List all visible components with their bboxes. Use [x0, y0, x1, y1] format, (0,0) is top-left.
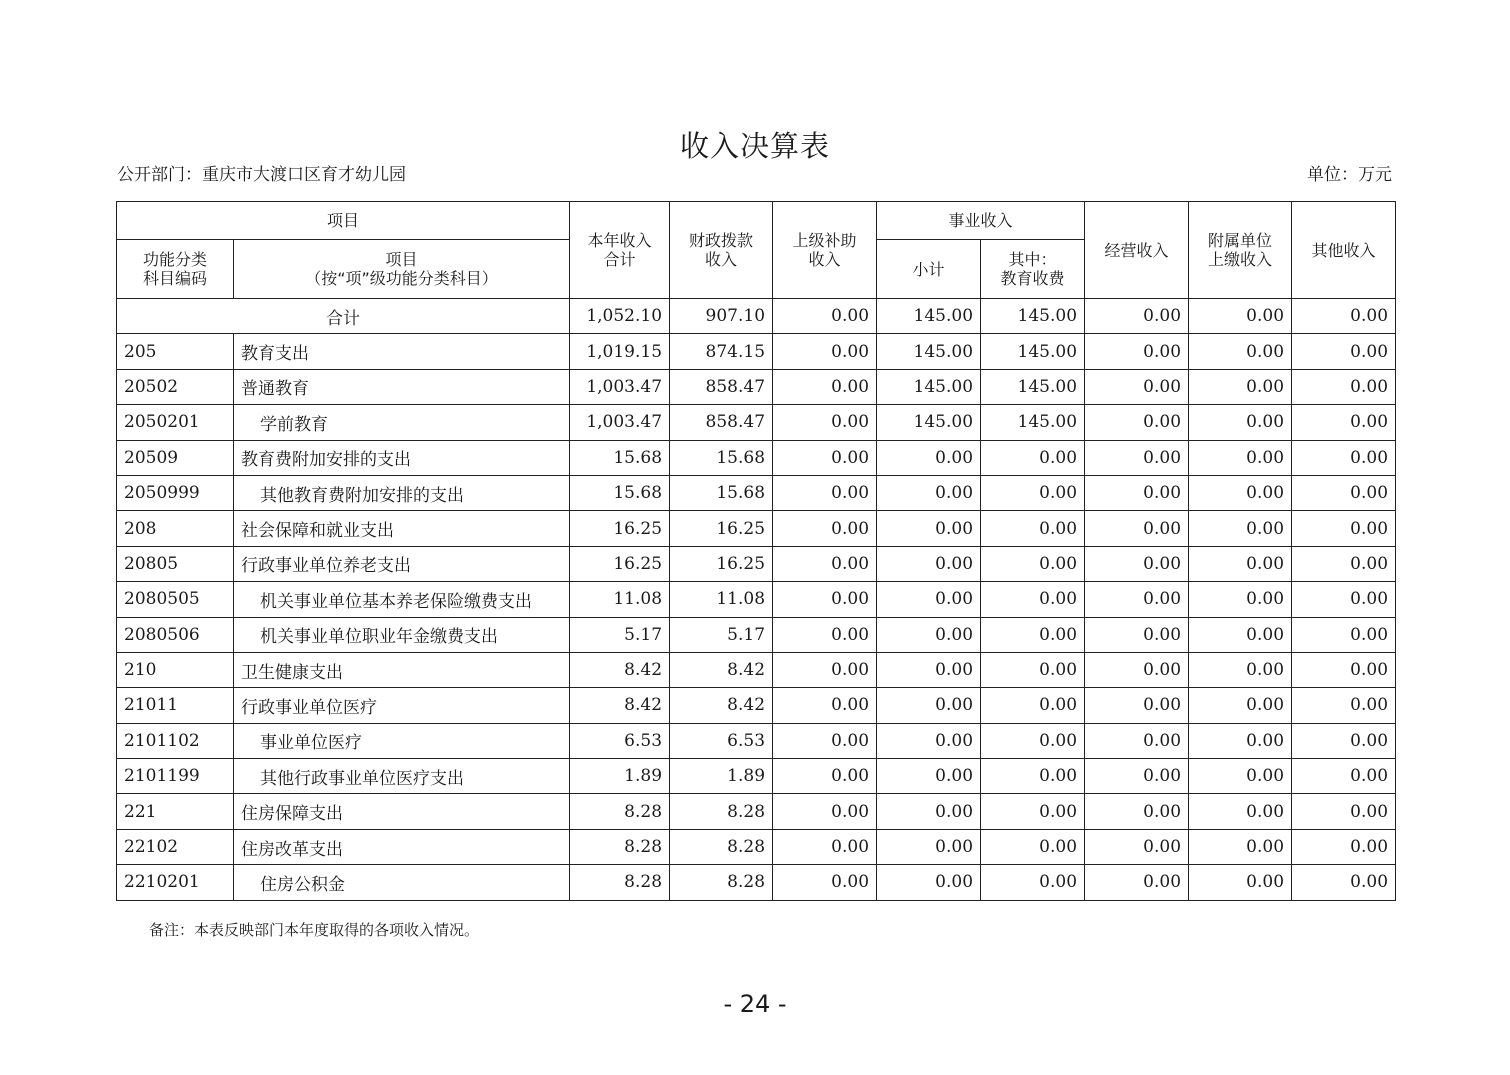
row-value: 0.00 [981, 546, 1085, 581]
row-value: 5.17 [570, 617, 670, 652]
row-name: 普通教育 [234, 369, 570, 404]
header-career-group: 事业收入 [877, 202, 1085, 240]
row-value: 0.00 [773, 794, 877, 829]
row-code: 221 [117, 794, 234, 829]
table-body [117, 299, 1396, 901]
row-value: 0.00 [773, 405, 877, 440]
row-value: 0.00 [877, 829, 981, 864]
header-row-1 [117, 202, 1396, 240]
row-code: 20509 [117, 440, 234, 475]
total-cell: 1,052.10 [570, 299, 670, 334]
row-value: 0.00 [877, 475, 981, 510]
row-value: 0.00 [1085, 829, 1189, 864]
total-label: 合计 [117, 299, 570, 334]
row-value: 0.00 [773, 475, 877, 510]
row-value: 0.00 [773, 688, 877, 723]
row-name: 教育费附加安排的支出 [234, 440, 570, 475]
row-value: 145.00 [981, 369, 1085, 404]
row-name: 其他教育费附加安排的支出 [234, 475, 570, 510]
table-row [117, 794, 1396, 829]
table-row [117, 546, 1396, 581]
row-value: 0.00 [981, 829, 1085, 864]
row-value: 11.08 [670, 582, 773, 617]
row-value: 145.00 [981, 405, 1085, 440]
row-value: 0.00 [1085, 511, 1189, 546]
row-value: 0.00 [773, 511, 877, 546]
total-cell: 0.00 [1292, 299, 1396, 334]
row-value: 5.17 [670, 617, 773, 652]
row-value: 0.00 [1085, 405, 1189, 440]
row-value: 0.00 [1189, 546, 1292, 581]
row-value: 0.00 [1292, 334, 1396, 369]
row-value: 0.00 [1189, 334, 1292, 369]
total-cell: 145.00 [877, 299, 981, 334]
row-value: 8.42 [570, 652, 670, 687]
row-value: 0.00 [1189, 582, 1292, 617]
row-name: 其他行政事业单位医疗支出 [234, 759, 570, 794]
row-value: 8.28 [670, 865, 773, 900]
row-value: 0.00 [1189, 405, 1292, 440]
row-value: 1,003.47 [570, 369, 670, 404]
row-name: 教育支出 [234, 334, 570, 369]
row-value: 0.00 [1085, 865, 1189, 900]
row-value: 0.00 [1292, 546, 1396, 581]
row-value: 0.00 [1085, 440, 1189, 475]
row-name: 事业单位医疗 [234, 723, 570, 758]
row-name: 社会保障和就业支出 [234, 511, 570, 546]
row-value: 0.00 [1292, 405, 1396, 440]
row-name: 住房改革支出 [234, 829, 570, 864]
row-value: 0.00 [773, 369, 877, 404]
row-value: 1,003.47 [570, 405, 670, 440]
row-value: 0.00 [773, 759, 877, 794]
row-value: 0.00 [1292, 440, 1396, 475]
page-number: - 24 - [723, 990, 787, 1018]
row-value: 145.00 [981, 334, 1085, 369]
row-value: 0.00 [1292, 723, 1396, 758]
row-value: 874.15 [670, 334, 773, 369]
row-value: 0.00 [1292, 582, 1396, 617]
row-value: 0.00 [1085, 688, 1189, 723]
table-row [117, 865, 1396, 900]
row-value: 858.47 [670, 369, 773, 404]
row-value: 8.42 [570, 688, 670, 723]
row-code: 2101199 [117, 759, 234, 794]
header-other-income: 其他收入 [1292, 202, 1396, 299]
row-value: 0.00 [1085, 369, 1189, 404]
row-value: 145.00 [877, 405, 981, 440]
header-affiliated-income: 附属单位 上缴收入 [1189, 202, 1292, 299]
row-value: 0.00 [877, 582, 981, 617]
row-value: 0.00 [1085, 582, 1189, 617]
row-value: 0.00 [877, 440, 981, 475]
header-business-income: 经营收入 [1085, 202, 1189, 299]
row-code: 2210201 [117, 865, 234, 900]
table-row [117, 440, 1396, 475]
table-row [117, 511, 1396, 546]
row-value: 0.00 [1189, 865, 1292, 900]
row-value: 0.00 [981, 688, 1085, 723]
row-value: 145.00 [877, 369, 981, 404]
row-value: 15.68 [570, 475, 670, 510]
row-value: 0.00 [981, 582, 1085, 617]
row-name: 行政事业单位医疗 [234, 688, 570, 723]
header-name: 项目 （按“项”级功能分类科目） [234, 240, 570, 299]
row-code: 2080505 [117, 582, 234, 617]
row-value: 0.00 [773, 617, 877, 652]
row-value: 1,019.15 [570, 334, 670, 369]
table-note: 备注：本表反映部门本年度取得的各项收入情况。 [149, 921, 480, 939]
row-value: 0.00 [877, 511, 981, 546]
row-value: 0.00 [1292, 688, 1396, 723]
row-value: 16.25 [670, 546, 773, 581]
table-row [117, 759, 1396, 794]
row-value: 0.00 [773, 829, 877, 864]
row-value: 0.00 [773, 652, 877, 687]
page-title: 收入决算表 [679, 129, 830, 163]
table-row [117, 334, 1396, 369]
row-code: 2050999 [117, 475, 234, 510]
row-value: 6.53 [670, 723, 773, 758]
row-value: 0.00 [1189, 652, 1292, 687]
row-value: 0.00 [1292, 829, 1396, 864]
row-name: 机关事业单位职业年金缴费支出 [234, 617, 570, 652]
row-value: 0.00 [773, 865, 877, 900]
row-value: 0.00 [1189, 829, 1292, 864]
row-value: 0.00 [877, 617, 981, 652]
row-name: 卫生健康支出 [234, 652, 570, 687]
row-value: 0.00 [981, 865, 1085, 900]
table-row [117, 369, 1396, 404]
row-value: 0.00 [877, 865, 981, 900]
row-value: 16.25 [570, 546, 670, 581]
row-value: 0.00 [1085, 617, 1189, 652]
total-cell: 0.00 [773, 299, 877, 334]
header-item-group: 项目 [117, 202, 570, 240]
row-value: 0.00 [773, 582, 877, 617]
total-cell: 907.10 [670, 299, 773, 334]
row-value: 0.00 [877, 652, 981, 687]
row-value: 8.28 [670, 794, 773, 829]
row-value: 0.00 [1085, 759, 1189, 794]
row-value: 0.00 [1085, 723, 1189, 758]
row-value: 0.00 [1292, 652, 1396, 687]
row-name: 住房保障支出 [234, 794, 570, 829]
row-code: 22102 [117, 829, 234, 864]
row-value: 0.00 [981, 617, 1085, 652]
row-value: 0.00 [981, 759, 1085, 794]
table-row [117, 405, 1396, 440]
row-value: 0.00 [1292, 759, 1396, 794]
row-code: 208 [117, 511, 234, 546]
row-code: 20805 [117, 546, 234, 581]
row-value: 0.00 [1189, 688, 1292, 723]
row-value: 0.00 [1189, 617, 1292, 652]
row-value: 8.42 [670, 688, 773, 723]
header-code: 功能分类 科目编码 [117, 240, 234, 299]
row-value: 0.00 [1189, 475, 1292, 510]
row-value: 0.00 [1292, 865, 1396, 900]
row-value: 0.00 [1292, 511, 1396, 546]
row-value: 0.00 [1189, 440, 1292, 475]
header-total-income: 本年收入 合计 [570, 202, 670, 299]
row-value: 16.25 [670, 511, 773, 546]
table-row [117, 688, 1396, 723]
row-code: 210 [117, 652, 234, 687]
row-value: 0.00 [877, 688, 981, 723]
row-value: 15.68 [570, 440, 670, 475]
total-cell: 0.00 [1189, 299, 1292, 334]
row-code: 20502 [117, 369, 234, 404]
row-value: 0.00 [1085, 546, 1189, 581]
income-final-accounts-table [116, 201, 1396, 901]
row-name: 住房公积金 [234, 865, 570, 900]
row-value: 0.00 [981, 511, 1085, 546]
row-value: 0.00 [877, 546, 981, 581]
row-value: 15.68 [670, 440, 773, 475]
row-code: 21011 [117, 688, 234, 723]
row-value: 0.00 [1292, 369, 1396, 404]
row-value: 0.00 [1189, 723, 1292, 758]
row-value: 1.89 [570, 759, 670, 794]
row-code: 2080506 [117, 617, 234, 652]
row-code: 205 [117, 334, 234, 369]
row-value: 8.28 [570, 794, 670, 829]
row-value: 0.00 [1189, 759, 1292, 794]
row-value: 0.00 [877, 723, 981, 758]
row-value: 11.08 [570, 582, 670, 617]
table-row [117, 582, 1396, 617]
row-value: 16.25 [570, 511, 670, 546]
row-value: 0.00 [1189, 369, 1292, 404]
row-value: 8.28 [570, 865, 670, 900]
header-subtotal: 小计 [877, 240, 981, 299]
row-value: 0.00 [1085, 334, 1189, 369]
row-value: 0.00 [773, 334, 877, 369]
table-row [117, 829, 1396, 864]
row-value: 1.89 [670, 759, 773, 794]
row-value: 0.00 [773, 546, 877, 581]
row-value: 8.42 [670, 652, 773, 687]
row-name: 学前教育 [234, 405, 570, 440]
header-superior-subsidy: 上级补助 收入 [773, 202, 877, 299]
unit-label: 单位：万元 [1307, 165, 1392, 185]
header-edu-fee: 其中： 教育收费 [981, 240, 1085, 299]
row-value: 0.00 [1085, 794, 1189, 829]
header-fiscal-income: 财政拨款 收入 [670, 202, 773, 299]
row-value: 858.47 [670, 405, 773, 440]
total-cell: 0.00 [1085, 299, 1189, 334]
table-row [117, 723, 1396, 758]
row-value: 0.00 [1085, 475, 1189, 510]
row-value: 8.28 [670, 829, 773, 864]
row-value: 0.00 [1292, 617, 1396, 652]
row-value: 0.00 [1189, 511, 1292, 546]
row-value: 145.00 [877, 334, 981, 369]
row-value: 0.00 [981, 475, 1085, 510]
row-value: 0.00 [1292, 475, 1396, 510]
row-code: 2101102 [117, 723, 234, 758]
row-value: 0.00 [877, 759, 981, 794]
row-value: 0.00 [981, 440, 1085, 475]
row-value: 0.00 [1085, 652, 1189, 687]
row-code: 2050201 [117, 405, 234, 440]
total-row [117, 299, 1396, 334]
table-row [117, 652, 1396, 687]
row-value: 6.53 [570, 723, 670, 758]
row-name: 机关事业单位基本养老保险缴费支出 [234, 582, 570, 617]
row-value: 0.00 [773, 440, 877, 475]
row-value: 0.00 [773, 723, 877, 758]
total-cell: 145.00 [981, 299, 1085, 334]
row-value: 8.28 [570, 829, 670, 864]
row-value: 0.00 [877, 794, 981, 829]
table-row [117, 617, 1396, 652]
table-row [117, 475, 1396, 510]
row-value: 0.00 [1189, 794, 1292, 829]
department-label: 公开部门：重庆市大渡口区育才幼儿园 [117, 165, 406, 185]
row-value: 0.00 [1292, 794, 1396, 829]
row-value: 15.68 [670, 475, 773, 510]
row-value: 0.00 [981, 652, 1085, 687]
row-value: 0.00 [981, 794, 1085, 829]
row-value: 0.00 [981, 723, 1085, 758]
row-name: 行政事业单位养老支出 [234, 546, 570, 581]
